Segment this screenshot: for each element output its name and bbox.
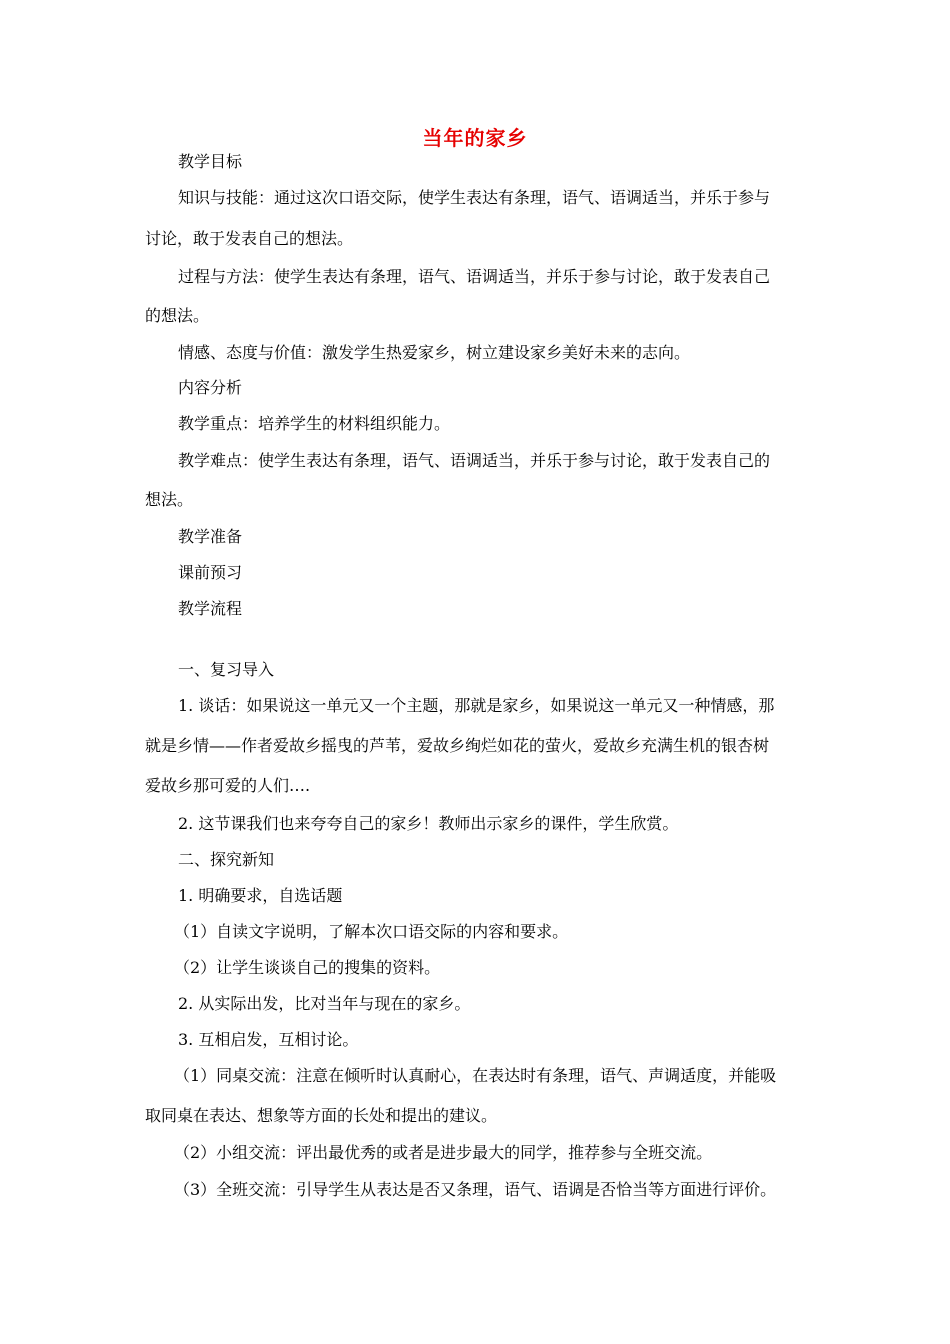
- paragraph-line: 取同桌在表达、想象等方面的长处和提出的建议。: [145, 1106, 498, 1125]
- section-heading-preparation: 教学准备: [178, 527, 243, 546]
- section-heading-preview: 课前预习: [178, 563, 243, 582]
- list-item: 2. 从实际出发，比对当年与现在的家乡。: [178, 994, 471, 1013]
- list-item: （1）同桌交流：注意在倾听时认真耐心，在表达时有条理，语气、声调适度，并能吸: [174, 1066, 777, 1085]
- paragraph-line: 2. 这节课我们也来夸夸自己的家乡！教师出示家乡的课件，学生欣赏。: [178, 814, 679, 833]
- document-title: 当年的家乡: [422, 126, 528, 150]
- paragraph-line: 教学难点：使学生表达有条理，语气、语调适当，并乐于参与讨论，敢于发表自己的: [178, 451, 771, 470]
- paragraph-line: 教学重点：培养学生的材料组织能力。: [178, 414, 451, 433]
- section-heading-objectives: 教学目标: [178, 152, 243, 171]
- list-item: 3. 互相启发，互相讨论。: [178, 1030, 359, 1049]
- paragraph-line: 爱故乡那可爱的人们….: [145, 776, 311, 795]
- paragraph-line: 知识与技能：通过这次口语交际，使学生表达有条理，语气、语调适当，并乐于参与: [178, 188, 771, 207]
- list-item: （1）自读文字说明，了解本次口语交际的内容和要求。: [174, 922, 569, 941]
- paragraph-line: 想法。: [145, 490, 194, 509]
- list-item: （3）全班交流：引导学生从表达是否又条理，语气、语调是否恰当等方面进行评价。: [174, 1180, 777, 1199]
- list-item: 1. 明确要求，自选话题: [178, 886, 343, 905]
- paragraph-line: 1. 谈话：如果说这一单元又一个主题，那就是家乡，如果说这一单元又一种情感，那: [178, 696, 775, 715]
- paragraph-line: 情感、态度与价值：激发学生热爱家乡，树立建设家乡美好未来的志向。: [178, 343, 691, 362]
- paragraph-line: 就是乡情——作者爱故乡摇曳的芦苇，爱故乡绚烂如花的萤火，爱故乡充满生机的银杏树: [145, 736, 770, 755]
- section-heading-process: 教学流程: [178, 599, 243, 618]
- paragraph-line: 讨论，敢于发表自己的想法。: [145, 229, 354, 248]
- section-heading-review: 一、复习导入: [178, 660, 275, 679]
- list-item: （2）小组交流：评出最优秀的或者是进步最大的同学，推荐参与全班交流。: [174, 1143, 713, 1162]
- section-heading-content: 内容分析: [178, 378, 243, 397]
- paragraph-line: 的想法。: [145, 306, 210, 325]
- paragraph-line: 过程与方法：使学生表达有条理，语气、语调适当，并乐于参与讨论，敢于发表自己: [178, 267, 771, 286]
- section-heading-explore: 二、探究新知: [178, 850, 275, 869]
- list-item: （2）让学生谈谈自己的搜集的资料。: [174, 958, 441, 977]
